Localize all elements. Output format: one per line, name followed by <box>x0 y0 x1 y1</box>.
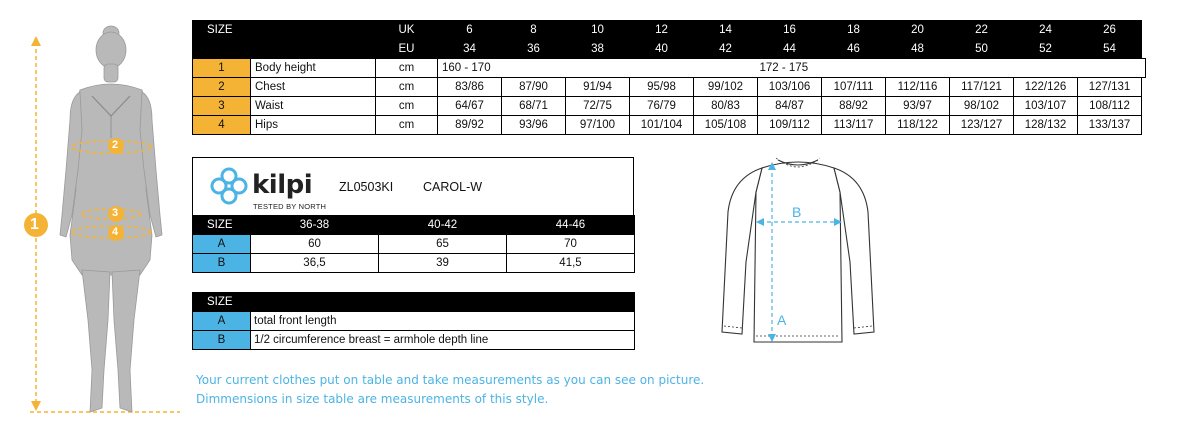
eu-size: 52 <box>1014 40 1078 59</box>
cell: 60 <box>251 235 379 254</box>
eu-size: 50 <box>950 40 1014 59</box>
cell: 36,5 <box>251 254 379 273</box>
legend-header: SIZE <box>193 293 251 312</box>
instruction-note: Dimmensions in size table are measurements of this style. <box>196 392 549 406</box>
height-range: 172 - 175 <box>758 59 886 78</box>
unit: cm <box>376 59 438 78</box>
uk-size: 8 <box>502 21 566 40</box>
cell: 95/98 <box>630 78 694 97</box>
cell: 41,5 <box>507 254 635 273</box>
cell: 70 <box>507 235 635 254</box>
eu-size: 46 <box>822 40 886 59</box>
table-row <box>193 116 1146 135</box>
cell: 72/75 <box>566 97 630 116</box>
row-label: A <box>193 312 251 331</box>
size-col-header: 36-38 <box>251 216 379 235</box>
instruction-note: Your current clothes put on table and take measurements as you can see on picture. <box>196 373 705 387</box>
size-table <box>192 20 1146 135</box>
cell: 93/96 <box>502 116 566 135</box>
row-label: B <box>193 331 251 350</box>
uk-size: 26 <box>1078 21 1142 40</box>
marker-2: 2 <box>112 139 119 151</box>
table-row <box>193 254 635 273</box>
cell: 65 <box>379 235 507 254</box>
style-info-box <box>192 157 634 215</box>
cell: 76/79 <box>630 97 694 116</box>
unit: cm <box>376 78 438 97</box>
cell: 84/87 <box>758 97 822 116</box>
cell: 99/102 <box>694 78 758 97</box>
row-label: B <box>193 254 251 273</box>
table-row <box>193 312 635 331</box>
logo-tagline: TESTED BY NORTH <box>253 202 327 211</box>
cell: 68/71 <box>502 97 566 116</box>
eu-size: 34 <box>438 40 502 59</box>
uk-size: 18 <box>822 21 886 40</box>
cell: 128/132 <box>1014 116 1078 135</box>
cell: 101/104 <box>630 116 694 135</box>
measurement-name: Hips <box>251 116 376 135</box>
uk-size: 10 <box>566 21 630 40</box>
size-header: SIZE <box>193 21 251 40</box>
cell: 123/127 <box>950 116 1014 135</box>
cell: 113/117 <box>822 116 886 135</box>
table-row <box>193 59 1146 78</box>
table-row <box>193 97 1146 116</box>
cell: 64/67 <box>438 97 502 116</box>
uk-size: 12 <box>630 21 694 40</box>
cell: 109/112 <box>758 116 822 135</box>
cell: 107/111 <box>822 78 886 97</box>
marker-4: 4 <box>112 226 119 238</box>
cell: 112/116 <box>886 78 950 97</box>
uk-size: 24 <box>1014 21 1078 40</box>
measurement-name: Waist <box>251 97 376 116</box>
header-row <box>193 216 635 235</box>
legend-description: 1/2 circumference breast = armhole depth line <box>251 331 635 350</box>
row-number: 1 <box>193 59 251 78</box>
table-row <box>193 78 1146 97</box>
row-label: A <box>193 235 251 254</box>
legend-table <box>192 292 635 350</box>
row-number: 3 <box>193 97 251 116</box>
kilpi-logo <box>207 166 327 212</box>
header-row-eu <box>193 40 1146 59</box>
eu-size: 40 <box>630 40 694 59</box>
uk-size: 14 <box>694 21 758 40</box>
uk-size: 16 <box>758 21 822 40</box>
cell: 39 <box>379 254 507 273</box>
cell: 83/86 <box>438 78 502 97</box>
cell: 122/126 <box>1014 78 1078 97</box>
cell: 88/92 <box>822 97 886 116</box>
eu-size: 54 <box>1078 40 1142 59</box>
style-size-table <box>192 215 635 273</box>
header-row <box>193 293 635 312</box>
row-number: 4 <box>193 116 251 135</box>
eu-size: 36 <box>502 40 566 59</box>
header-row-uk <box>193 21 1146 40</box>
size-col-header: 40-42 <box>379 216 507 235</box>
cell: 103/106 <box>758 78 822 97</box>
uk-size: 20 <box>886 21 950 40</box>
cell: 105/108 <box>694 116 758 135</box>
unit: cm <box>376 116 438 135</box>
uk-size: 6 <box>438 21 502 40</box>
eu-size: 42 <box>694 40 758 59</box>
row-number: 2 <box>193 78 251 97</box>
shirt-diagram <box>718 152 878 362</box>
marker-1: 1 <box>30 216 39 233</box>
eu-size: 44 <box>758 40 822 59</box>
cell: 133/137 <box>1078 116 1142 135</box>
unit: cm <box>376 97 438 116</box>
cell: 89/92 <box>438 116 502 135</box>
uk-size: 22 <box>950 21 1014 40</box>
uk-label: UK <box>376 21 438 40</box>
cell: 108/112 <box>1078 97 1142 116</box>
knot-icon <box>207 166 251 206</box>
eu-label: EU <box>376 40 438 59</box>
marker-3: 3 <box>112 207 119 219</box>
cell: 103/107 <box>1014 97 1078 116</box>
measurement-name: Body height <box>251 59 376 78</box>
cell: 118/122 <box>886 116 950 135</box>
legend-description: total front length <box>251 312 635 331</box>
cell: 117/121 <box>950 78 1014 97</box>
style-code: ZL0503KI <box>339 180 394 194</box>
size-col-header: 44-46 <box>507 216 635 235</box>
cell: 97/100 <box>566 116 630 135</box>
body-measurement-figure <box>0 20 180 420</box>
size-header: SIZE <box>193 216 251 235</box>
style-name: CAROL-W <box>423 180 483 194</box>
measurement-name: Chest <box>251 78 376 97</box>
eu-size: 38 <box>566 40 630 59</box>
cell: 93/97 <box>886 97 950 116</box>
table-row <box>193 235 635 254</box>
cell: 80/83 <box>694 97 758 116</box>
table-row <box>193 331 635 350</box>
cell: 87/90 <box>502 78 566 97</box>
cell: 98/102 <box>950 97 1014 116</box>
cell: 91/94 <box>566 78 630 97</box>
cell: 127/131 <box>1078 78 1142 97</box>
logo-wordmark: kilpi <box>252 170 313 200</box>
eu-size: 48 <box>886 40 950 59</box>
height-range: 160 - 170 <box>438 59 566 78</box>
shirt-label-b: B <box>792 204 802 220</box>
shirt-label-a: A <box>777 312 787 328</box>
